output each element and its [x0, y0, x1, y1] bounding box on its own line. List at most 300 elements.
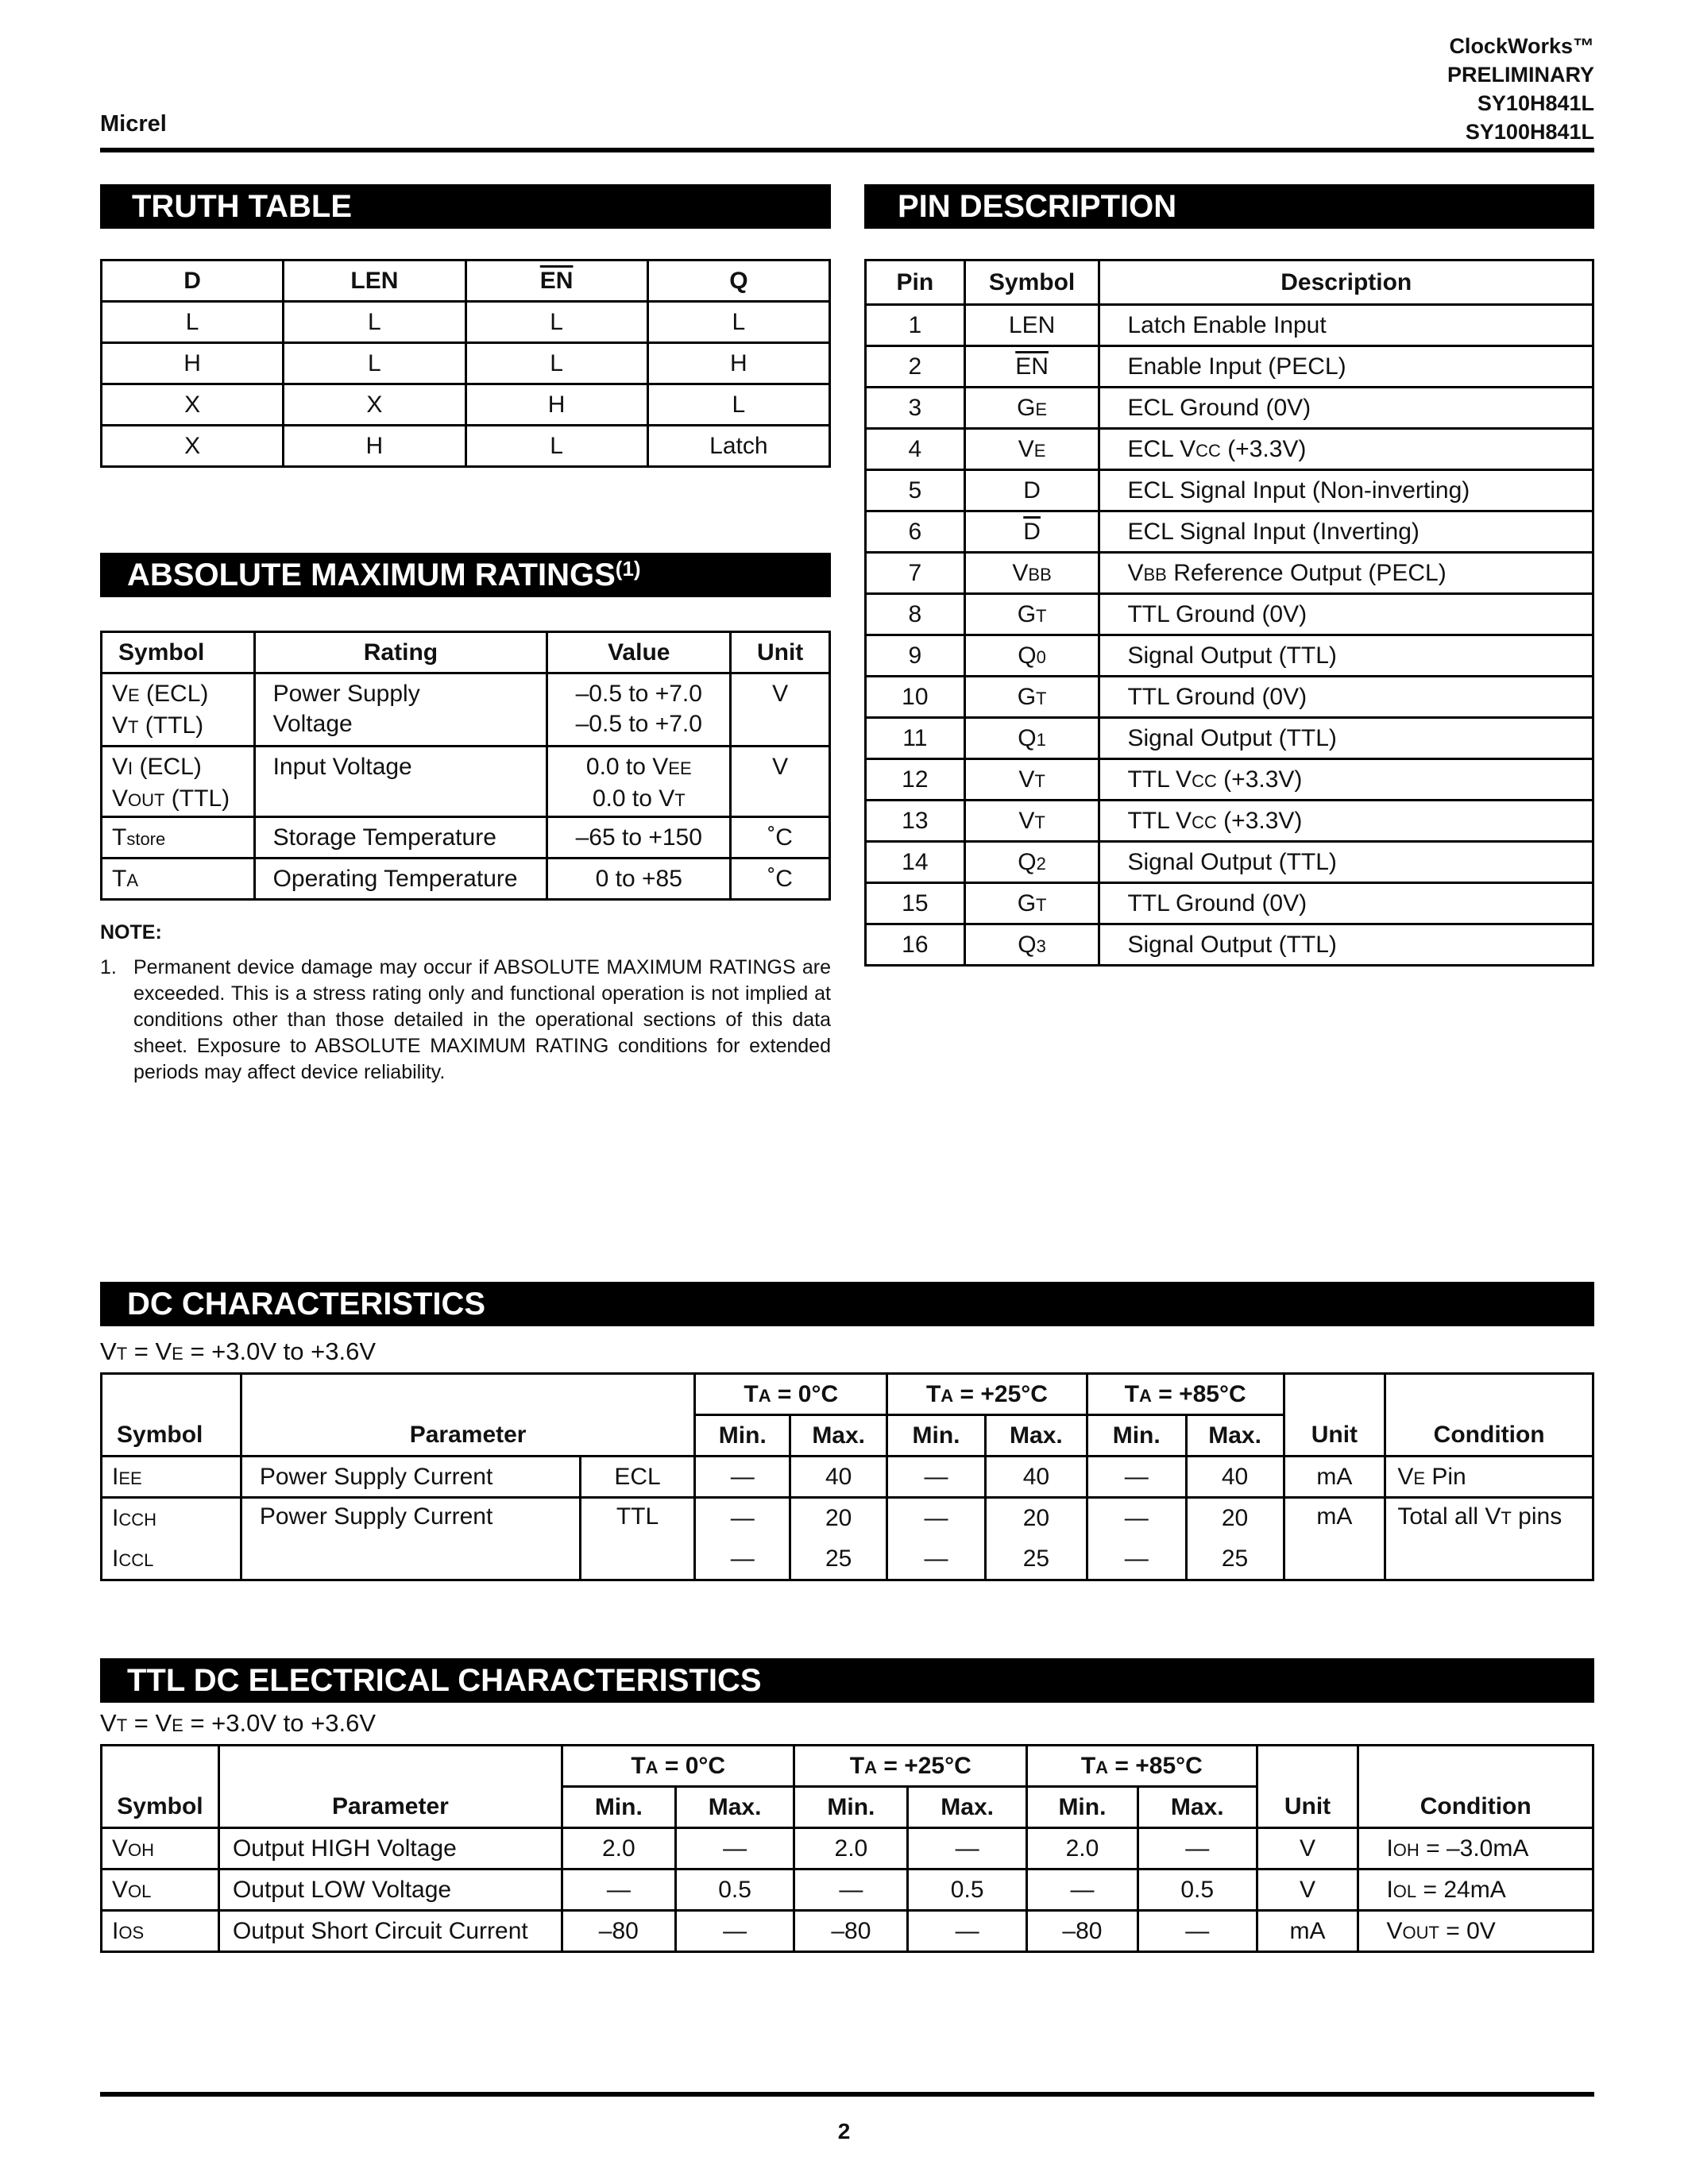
- desc: Signal Output (TTL): [1127, 642, 1337, 669]
- sym: D: [1023, 477, 1041, 504]
- pin-number: 13: [866, 801, 965, 842]
- pin-description: [1099, 759, 1593, 801]
- desc: Signal Output (TTL): [1127, 931, 1337, 958]
- sym: I: [112, 1917, 119, 1944]
- value-cell: —: [1138, 1911, 1257, 1952]
- type-cell: ECL: [580, 1457, 695, 1498]
- unit-cell: mA: [1284, 1498, 1385, 1580]
- note-text: Permanent device damage may occur if ABSOLUTE MAXIMUM RATINGS are exceeded. This is a stress rating only and functional operation is not implied at conditions other than those detailed in the operational sections of this data sheet. Exposure to ABSOLUTE MAXIMUM RATING conditions for extended periods may affect device reliability.: [133, 956, 831, 1083]
- value-cell: —: [887, 1457, 986, 1498]
- pin-description: [1099, 305, 1593, 346]
- value-cell: —: [695, 1498, 790, 1539]
- sym-sub: EE: [118, 1468, 142, 1488]
- sym: $\overline{D}$: [1023, 518, 1041, 545]
- symbol-cell: [102, 747, 255, 817]
- symbol-line: [112, 752, 244, 784]
- sym: G: [1017, 889, 1037, 916]
- pin-description: [1099, 924, 1593, 966]
- pin-symbol: [964, 718, 1099, 759]
- value-cell: [547, 747, 731, 817]
- sym: $\overline{EN}$: [1015, 353, 1049, 380]
- pin-number: 3: [866, 388, 965, 429]
- cond: V: [1386, 1917, 1403, 1944]
- sym: V: [112, 1835, 129, 1862]
- parameter-cell: Power Supply Current: [241, 1457, 580, 1498]
- cell: X: [284, 384, 465, 426]
- sym: V: [112, 754, 129, 780]
- value-cell: 2.0: [794, 1828, 908, 1870]
- symbol-cell: [102, 1457, 241, 1498]
- table-row: [102, 1498, 1593, 1539]
- pin-symbol: [964, 883, 1099, 924]
- sym: Q: [1018, 724, 1037, 751]
- symbol-cell: [102, 817, 255, 859]
- sym-sub: 1: [1036, 729, 1046, 750]
- note-body: [100, 955, 831, 1086]
- desc-pre: V: [1127, 559, 1144, 586]
- cell: H: [102, 343, 284, 384]
- col-q: Q: [647, 260, 829, 302]
- cell: X: [102, 384, 284, 426]
- sym-sub: BB: [1028, 564, 1052, 585]
- value-line: [558, 752, 720, 784]
- pin-symbol: [964, 924, 1099, 966]
- table-row: [866, 429, 1593, 470]
- note-number: 1.: [100, 956, 117, 978]
- col-condition: Condition: [1385, 1374, 1593, 1457]
- cell: L: [465, 343, 647, 384]
- value-cell: 20: [1186, 1498, 1284, 1539]
- company-name: Micrel: [100, 111, 167, 137]
- cell: L: [284, 302, 465, 343]
- rating-cell: Storage Temperature: [254, 817, 547, 859]
- pin-description: [1099, 677, 1593, 718]
- pin-description: [1099, 635, 1593, 677]
- table-row: [866, 759, 1593, 801]
- sym: T: [112, 865, 127, 892]
- desc: Signal Output (TTL): [1127, 848, 1337, 875]
- desc-sub: CC: [1196, 440, 1221, 461]
- pin-number: 12: [866, 759, 965, 801]
- cond-part: = +3.0V to +3.6V: [183, 1337, 377, 1365]
- desc: TTL Ground (0V): [1127, 600, 1308, 627]
- col-unit: Unit: [1284, 1374, 1385, 1457]
- temp: T: [1080, 1752, 1096, 1779]
- cell: L: [284, 343, 465, 384]
- sym: I: [112, 1545, 119, 1572]
- pin-symbol: [964, 635, 1099, 677]
- cell: X: [102, 426, 284, 467]
- pin-number: 9: [866, 635, 965, 677]
- desc-sub: BB: [1143, 564, 1167, 585]
- desc: (+3.3V): [1216, 766, 1303, 793]
- pin-symbol: [964, 842, 1099, 883]
- pin-number: 15: [866, 883, 965, 924]
- dc-header-row-1: [102, 1374, 1593, 1415]
- cond-part: V: [100, 1709, 117, 1737]
- condition-cell: [1385, 1498, 1593, 1580]
- col-min: Min.: [1027, 1787, 1138, 1828]
- condition-cell: [1358, 1870, 1593, 1911]
- desc: Latch Enable Input: [1127, 311, 1327, 338]
- ttl-header-row-1: [102, 1746, 1593, 1787]
- symbol-cell: [102, 1911, 219, 1952]
- sym-sub: CCL: [118, 1549, 154, 1570]
- pin-symbol: [964, 388, 1099, 429]
- sym-sub: T: [1034, 770, 1045, 791]
- pin-description: [1099, 594, 1593, 635]
- sym: V: [112, 681, 129, 707]
- truth-table: [100, 259, 831, 468]
- value-cell: —: [695, 1457, 790, 1498]
- value-cell: 40: [1186, 1457, 1284, 1498]
- table-row: [866, 635, 1593, 677]
- desc: Enable Input (PECL): [1127, 353, 1346, 380]
- temp: T: [925, 1380, 941, 1407]
- table-row: [102, 1457, 1593, 1498]
- value-cell: –80: [562, 1911, 675, 1952]
- cond-part: = V: [127, 1709, 172, 1737]
- pin-description: [1099, 429, 1593, 470]
- pin-symbol: [964, 511, 1099, 553]
- temp: T: [744, 1380, 759, 1407]
- pin-description: [1099, 842, 1593, 883]
- value-cell: 0.5: [908, 1870, 1027, 1911]
- temp-val: = 0°C: [658, 1752, 726, 1779]
- sym: I: [112, 1505, 119, 1532]
- cond-sub: OUT: [1402, 1922, 1439, 1943]
- desc: ECL Ground (0V): [1127, 394, 1311, 421]
- pin-number: 4: [866, 429, 965, 470]
- cell: L: [102, 302, 284, 343]
- col-max: Max.: [1186, 1415, 1284, 1457]
- col-max: Max.: [985, 1415, 1087, 1457]
- col-description: Description: [1099, 260, 1593, 305]
- sym: Q: [1018, 642, 1037, 669]
- sym-post: (TTL): [164, 785, 230, 812]
- col-d: D: [102, 260, 284, 302]
- value-cell: –65 to +150: [547, 817, 731, 859]
- unit-cell: V: [1257, 1828, 1358, 1870]
- dc-table: [100, 1372, 1594, 1581]
- unit-cell: ˚C: [731, 817, 830, 859]
- pin-symbol: [964, 305, 1099, 346]
- desc: Signal Output (TTL): [1127, 724, 1337, 751]
- table-row: [866, 470, 1593, 511]
- value-cell: —: [1087, 1539, 1186, 1580]
- condition-cell: [1385, 1457, 1593, 1498]
- desc: TTL Ground (0V): [1127, 683, 1308, 710]
- col-min: Min.: [562, 1787, 675, 1828]
- pin-table-header: [866, 260, 1593, 305]
- desc: (+3.3V): [1216, 807, 1303, 834]
- unit-cell: mA: [1257, 1911, 1358, 1952]
- sym-sub: I: [128, 758, 133, 778]
- sym: Q: [1018, 931, 1037, 958]
- table-row: [866, 388, 1593, 429]
- table-row: [866, 677, 1593, 718]
- sym-sub: store: [126, 828, 166, 849]
- value-cell: —: [675, 1911, 794, 1952]
- value-cell: 25: [985, 1539, 1087, 1580]
- part-number-1: SY10H841L: [1477, 91, 1594, 115]
- temp: T: [849, 1752, 865, 1779]
- status-label: PRELIMINARY: [1447, 63, 1594, 87]
- desc: Reference Output (PECL): [1166, 559, 1447, 586]
- pin-number: 11: [866, 718, 965, 759]
- page-number: 2: [837, 2119, 851, 2143]
- pin-number: 16: [866, 924, 965, 966]
- temp-sub: A: [941, 1385, 954, 1406]
- desc-pre: ECL V: [1127, 435, 1196, 462]
- value-cell: 0.5: [1138, 1870, 1257, 1911]
- cond: I: [1386, 1835, 1393, 1862]
- abs-max-title: [100, 553, 831, 597]
- table-row: [866, 924, 1593, 966]
- temp-sub: A: [1095, 1757, 1109, 1777]
- cond-sub: T: [116, 1715, 128, 1735]
- sym-sub: OS: [118, 1922, 145, 1943]
- col-min: Min.: [1087, 1415, 1186, 1457]
- sym-sub: 3: [1036, 936, 1046, 956]
- value-cell: —: [908, 1828, 1027, 1870]
- table-row: [102, 1828, 1593, 1870]
- pin-number: 8: [866, 594, 965, 635]
- sym: V: [1018, 766, 1035, 793]
- sym-sub: OH: [128, 1839, 155, 1860]
- pin-number: 5: [866, 470, 965, 511]
- col-max: Max.: [675, 1787, 794, 1828]
- condition-cell: [1358, 1911, 1593, 1952]
- condition-cell: [1358, 1828, 1593, 1870]
- table-row: [866, 305, 1593, 346]
- temp-val: = 0°C: [771, 1380, 839, 1407]
- col-symbol: Symbol: [102, 632, 255, 673]
- sym: G: [1017, 394, 1036, 421]
- table-row: [102, 817, 830, 859]
- temp-sub: A: [1138, 1385, 1152, 1406]
- sym-post: (TTL): [138, 712, 204, 739]
- sym-sub: 0: [1036, 646, 1046, 667]
- table-row: [102, 1870, 1593, 1911]
- type-cell: TTL: [580, 1498, 695, 1580]
- cond-sub: T: [1501, 1508, 1512, 1528]
- cond: pins: [1511, 1503, 1562, 1530]
- value-cell: 0 to +85: [547, 859, 731, 900]
- value-cell: 20: [985, 1498, 1087, 1539]
- value-line: –0.5 to +7.0: [575, 711, 702, 737]
- sym: V: [1018, 807, 1035, 834]
- cond-sub: E: [172, 1715, 183, 1735]
- header-rule: [100, 148, 1594, 152]
- cond-sub: T: [116, 1344, 128, 1364]
- abs-max-title-text: ABSOLUTE MAXIMUM RATINGS: [127, 558, 616, 592]
- cond-part: V: [100, 1337, 117, 1365]
- pin-description-title: PIN DESCRIPTION: [864, 184, 1594, 229]
- temp-sub: A: [758, 1385, 771, 1406]
- sym-sub: T: [1036, 688, 1047, 708]
- table-row: [102, 859, 830, 900]
- sym-sub: T: [1036, 605, 1047, 626]
- pin-number: 7: [866, 553, 965, 594]
- abs-max-table: [100, 631, 831, 901]
- pin-symbol: [964, 759, 1099, 801]
- cond-sub: OH: [1393, 1839, 1420, 1860]
- sym-sub: T: [1034, 812, 1045, 832]
- cond: V: [1397, 1463, 1414, 1490]
- temp: T: [1124, 1380, 1139, 1407]
- pin-table: [864, 259, 1594, 967]
- rating-cell: Input Voltage: [254, 747, 547, 817]
- value-cell: —: [675, 1828, 794, 1870]
- pin-description: [1099, 470, 1593, 511]
- symbol-cell: [102, 1498, 241, 1539]
- table-row: [102, 384, 830, 426]
- col-symbol: Symbol: [102, 1746, 219, 1828]
- table-row: [866, 594, 1593, 635]
- symbol-cell: [102, 1870, 219, 1911]
- sym-sub: OUT: [128, 790, 165, 810]
- col-unit: Unit: [1257, 1746, 1358, 1828]
- col-value: Value: [547, 632, 731, 673]
- sym: V: [112, 1876, 129, 1903]
- parameter-cell: Power Supply Current: [241, 1498, 580, 1580]
- sym: V: [112, 785, 129, 812]
- col-temp-25: [887, 1374, 1087, 1415]
- temp-sub: A: [645, 1757, 659, 1777]
- sym-sub: T: [1036, 894, 1047, 915]
- value: 0.0 to V: [585, 754, 669, 780]
- pin-symbol: [964, 677, 1099, 718]
- pin-description: [1099, 718, 1593, 759]
- rating-cell: [254, 673, 547, 747]
- table-row: [102, 343, 830, 384]
- col-min: Min.: [887, 1415, 986, 1457]
- col-temp-0: [562, 1746, 794, 1787]
- cond: Total all V: [1397, 1503, 1501, 1530]
- pin-number: 1: [866, 305, 965, 346]
- col-max: Max.: [908, 1787, 1027, 1828]
- col-len: LEN: [284, 260, 465, 302]
- sym: Q: [1018, 848, 1037, 875]
- cond-part: = V: [127, 1337, 172, 1365]
- pin-description: [1099, 346, 1593, 388]
- pin-number: 6: [866, 511, 965, 553]
- col-condition: Condition: [1358, 1746, 1593, 1828]
- value-sub: T: [674, 790, 686, 810]
- value-cell: 25: [790, 1539, 887, 1580]
- col-symbol: Symbol: [964, 260, 1099, 305]
- col-min: Min.: [794, 1787, 908, 1828]
- rating-cell: Operating Temperature: [254, 859, 547, 900]
- desc: ECL Signal Input (Non-inverting): [1127, 477, 1470, 504]
- cond: = 0V: [1439, 1917, 1496, 1944]
- cond: = 24mA: [1416, 1876, 1506, 1903]
- col-unit: Unit: [731, 632, 830, 673]
- table-row: [102, 426, 830, 467]
- temp-val: = +85°C: [1108, 1752, 1203, 1779]
- unit-cell: V: [731, 673, 830, 747]
- pin-number: 10: [866, 677, 965, 718]
- sym-sub: T: [128, 717, 139, 737]
- symbol-cell: [102, 673, 255, 747]
- rating-line: Voltage: [272, 711, 353, 737]
- pin-description: [1099, 511, 1593, 553]
- cond: Pin: [1425, 1463, 1466, 1490]
- pin-symbol: [964, 801, 1099, 842]
- truth-table-header: [102, 260, 830, 302]
- pin-symbol: [964, 470, 1099, 511]
- dc-condition: [100, 1337, 376, 1366]
- value-line: [558, 784, 720, 816]
- value-cell: —: [1138, 1828, 1257, 1870]
- cell: L: [647, 302, 829, 343]
- desc: TTL Ground (0V): [1127, 889, 1308, 916]
- value-cell: 20: [790, 1498, 887, 1539]
- col-en-label: $\overline{EN}$: [539, 267, 574, 294]
- note-title: NOTE:: [100, 921, 162, 943]
- sym-post: (ECL): [139, 681, 209, 707]
- cell: L: [465, 426, 647, 467]
- cond-sub: E: [1413, 1468, 1426, 1488]
- temp-val: = +85°C: [1151, 1380, 1246, 1407]
- sym: G: [1017, 600, 1037, 627]
- ttl-title: TTL DC ELECTRICAL CHARACTERISTICS: [100, 1658, 1594, 1703]
- value-cell: 2.0: [1027, 1828, 1138, 1870]
- sym: V: [112, 712, 129, 739]
- sym: T: [112, 824, 127, 851]
- cond: = –3.0mA: [1419, 1835, 1529, 1862]
- symbol-line: [112, 711, 244, 743]
- unit-cell: V: [1257, 1870, 1358, 1911]
- col-pin: Pin: [866, 260, 965, 305]
- header-right: [1447, 32, 1594, 146]
- value-cell: —: [887, 1498, 986, 1539]
- col-temp-85: [1027, 1746, 1257, 1787]
- pin-number: 2: [866, 346, 965, 388]
- value-cell: 2.0: [562, 1828, 675, 1870]
- temp: T: [631, 1752, 646, 1779]
- pin-symbol: [964, 429, 1099, 470]
- sym: G: [1017, 683, 1037, 710]
- col-symbol: Symbol: [102, 1374, 241, 1457]
- desc: ECL Signal Input (Inverting): [1127, 518, 1420, 545]
- value-cell: —: [908, 1911, 1027, 1952]
- rating-line: Power Supply: [272, 681, 420, 707]
- col-parameter: Parameter: [218, 1746, 562, 1828]
- value-cell: –80: [1027, 1911, 1138, 1952]
- parameter-cell: Output HIGH Voltage: [218, 1828, 562, 1870]
- desc-pre: TTL V: [1127, 766, 1192, 793]
- sym: LEN: [1008, 311, 1056, 338]
- value-cell: —: [1027, 1870, 1138, 1911]
- sym-sub: E: [1033, 440, 1046, 461]
- desc-sub: CC: [1192, 770, 1217, 791]
- truth-table-title: TRUTH TABLE: [100, 184, 831, 229]
- cell: Latch: [647, 426, 829, 467]
- cell: L: [647, 384, 829, 426]
- value-cell: [547, 673, 731, 747]
- unit-cell: V: [731, 747, 830, 817]
- value-cell: —: [1087, 1457, 1186, 1498]
- col-temp-85: [1087, 1374, 1284, 1415]
- col-en: [465, 260, 647, 302]
- value-line: –0.5 to +7.0: [575, 681, 702, 707]
- value-cell: 0.5: [675, 1870, 794, 1911]
- pin-description: [1099, 553, 1593, 594]
- unit-cell: ˚C: [731, 859, 830, 900]
- pin-symbol: [964, 594, 1099, 635]
